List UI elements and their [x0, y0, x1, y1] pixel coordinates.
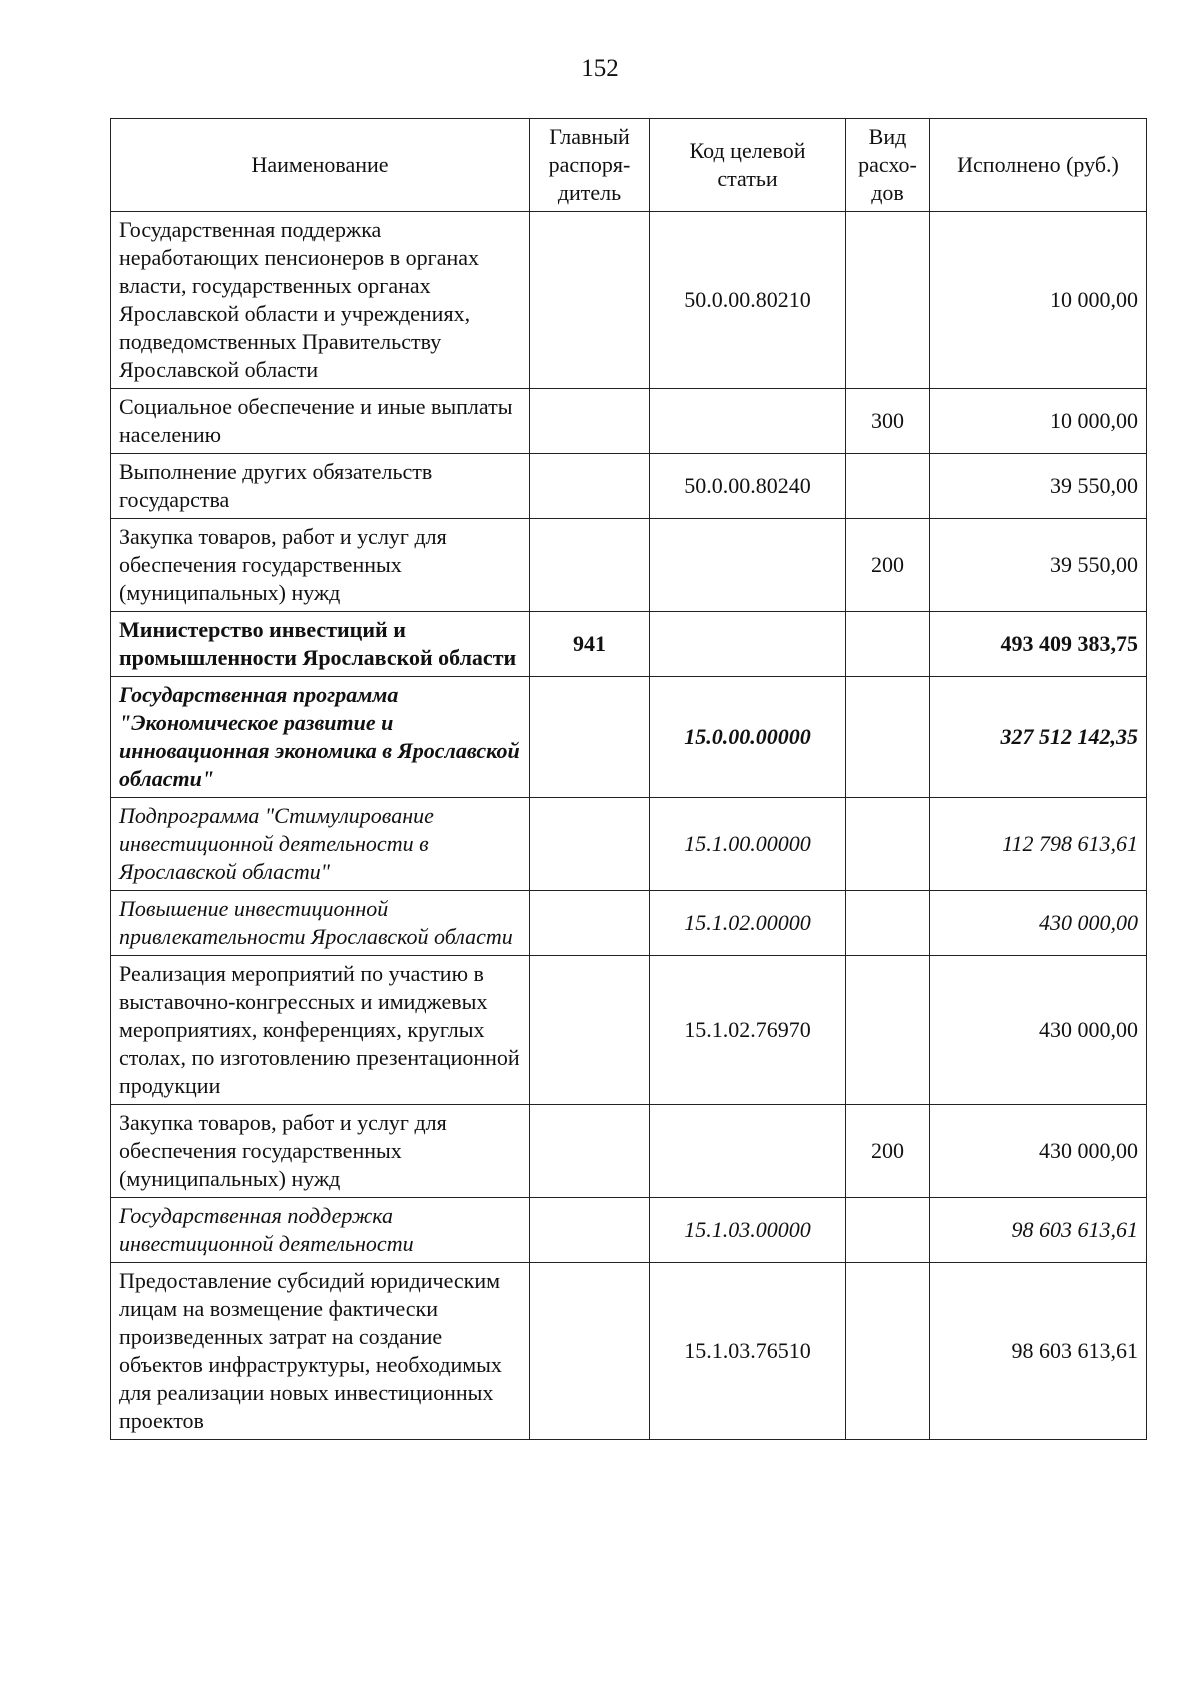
row-type-cell [846, 1198, 930, 1263]
table-row [111, 454, 1147, 519]
header-manager: Главный распоря-дитель [530, 119, 650, 212]
row-name-cell: Государственная поддержка неработающих пенсионеров в органах власти, государственных органах Ярославской области и учреждениях, подведомственных Правительству Ярославской области [111, 212, 530, 389]
row-code-cell: 15.1.03.00000 [650, 1198, 846, 1263]
row-code-cell: 15.1.02.76970 [650, 956, 846, 1105]
table-row [111, 519, 1147, 612]
row-manager-cell [530, 454, 650, 519]
row-code-cell: 15.1.02.00000 [650, 891, 846, 956]
row-type-cell: 300 [846, 389, 930, 454]
row-type-cell [846, 454, 930, 519]
table-row [111, 612, 1147, 677]
row-code-cell: 15.1.00.00000 [650, 798, 846, 891]
row-amount-cell: 327 512 142,35 [930, 677, 1147, 798]
row-code-cell: 15.1.03.76510 [650, 1263, 846, 1440]
row-manager-cell: 941 [530, 612, 650, 677]
row-type-cell [846, 612, 930, 677]
row-amount-cell: 39 550,00 [930, 454, 1147, 519]
row-amount-cell: 493 409 383,75 [930, 612, 1147, 677]
row-name-cell: Повышение инвестиционной привлекательности Ярославской области [111, 891, 530, 956]
header-type: Вид расхо-дов [846, 119, 930, 212]
row-code-cell [650, 1105, 846, 1198]
row-amount-cell: 430 000,00 [930, 956, 1147, 1105]
table-row [111, 212, 1147, 389]
row-code-cell [650, 519, 846, 612]
row-amount-cell: 10 000,00 [930, 212, 1147, 389]
row-manager-cell [530, 677, 650, 798]
row-type-cell [846, 1263, 930, 1440]
table-row [111, 389, 1147, 454]
table-row [111, 1263, 1147, 1440]
table-row [111, 1105, 1147, 1198]
row-amount-cell: 10 000,00 [930, 389, 1147, 454]
row-name-cell: Подпрограмма "Стимулирование инвестиционной деятельности в Ярославской области" [111, 798, 530, 891]
table-header-row [111, 119, 1147, 212]
table-row [111, 677, 1147, 798]
header-code: Код целевой статьи [650, 119, 846, 212]
row-type-cell [846, 956, 930, 1105]
row-name-cell: Министерство инвестиций и промышленности Ярославской области [111, 612, 530, 677]
row-name-cell: Закупка товаров, работ и услуг для обеспечения государственных (муниципальных) нужд [111, 1105, 530, 1198]
row-manager-cell [530, 1105, 650, 1198]
header-executed: Исполнено (руб.) [930, 119, 1147, 212]
header-name: Наименование [111, 119, 530, 212]
row-name-cell: Социальное обеспечение и иные выплаты населению [111, 389, 530, 454]
table-row [111, 1198, 1147, 1263]
row-name-cell: Выполнение других обязательств государства [111, 454, 530, 519]
row-amount-cell: 430 000,00 [930, 1105, 1147, 1198]
row-name-cell: Государственная поддержка инвестиционной деятельности [111, 1198, 530, 1263]
row-type-cell: 200 [846, 519, 930, 612]
row-manager-cell [530, 389, 650, 454]
row-name-cell: Закупка товаров, работ и услуг для обеспечения государственных (муниципальных) нужд [111, 519, 530, 612]
row-type-cell [846, 677, 930, 798]
row-amount-cell: 39 550,00 [930, 519, 1147, 612]
row-name-cell: Реализация мероприятий по участию в выставочно-конгрессных и имиджевых мероприятиях, конференциях, круглых столах, по изготовлению презентационной продукции [111, 956, 530, 1105]
row-code-cell: 50.0.00.80210 [650, 212, 846, 389]
page-number: 152 [581, 55, 619, 82]
row-manager-cell [530, 519, 650, 612]
table-row [111, 891, 1147, 956]
row-type-cell: 200 [846, 1105, 930, 1198]
row-name-cell: Государственная программа "Экономическое развитие и инновационная экономика в Ярославской области" [111, 677, 530, 798]
row-manager-cell [530, 1263, 650, 1440]
row-amount-cell: 98 603 613,61 [930, 1198, 1147, 1263]
row-type-cell [846, 798, 930, 891]
row-amount-cell: 98 603 613,61 [930, 1263, 1147, 1440]
table-body [111, 212, 1147, 1440]
row-manager-cell [530, 1198, 650, 1263]
row-type-cell [846, 212, 930, 389]
budget-table [110, 118, 1147, 1440]
row-code-cell: 15.0.00.00000 [650, 677, 846, 798]
row-code-cell [650, 612, 846, 677]
row-code-cell [650, 389, 846, 454]
row-manager-cell [530, 891, 650, 956]
row-manager-cell [530, 798, 650, 891]
row-amount-cell: 430 000,00 [930, 891, 1147, 956]
table-row [111, 798, 1147, 891]
row-amount-cell: 112 798 613,61 [930, 798, 1147, 891]
row-manager-cell [530, 212, 650, 389]
row-code-cell: 50.0.00.80240 [650, 454, 846, 519]
row-manager-cell [530, 956, 650, 1105]
table-row [111, 956, 1147, 1105]
row-type-cell [846, 891, 930, 956]
row-name-cell: Предоставление субсидий юридическим лицам на возмещение фактически произведенных затрат на создание объектов инфраструктуры, необходимых для реализации новых инвестиционных проектов [111, 1263, 530, 1440]
